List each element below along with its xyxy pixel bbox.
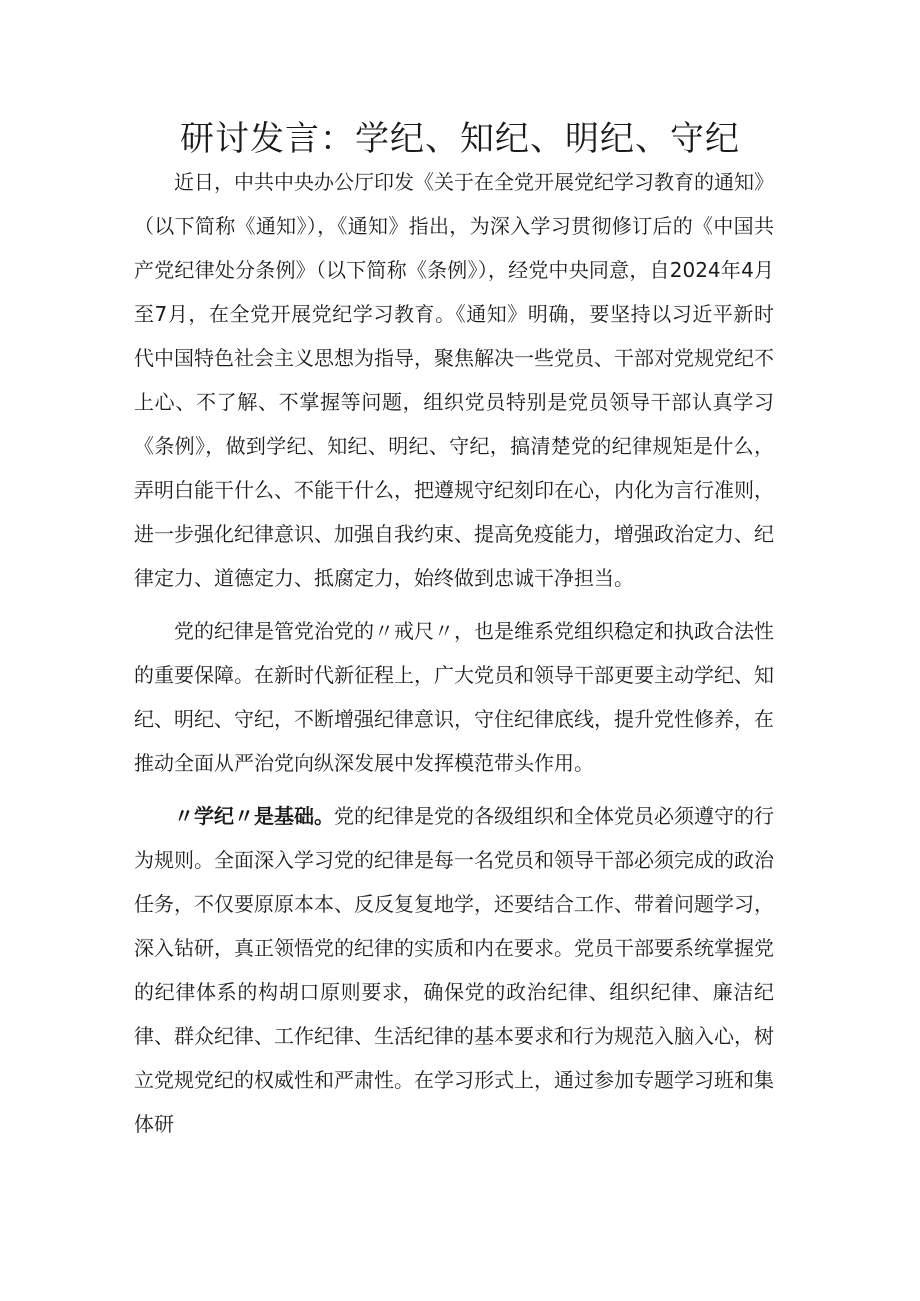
document-title: 研讨发言：学纪、知纪、明纪、守纪 — [180, 119, 740, 159]
paragraph-discipline-ruler — [134, 609, 774, 785]
paragraph-notice — [134, 160, 774, 600]
paragraph-text: 党的纪律是管党治党的〃戒尺〃，也是维系党组织稳定和执政合法性的重要保障。在新时代新征程上，广大党员和领导干部更要主动学纪、知纪、明纪、守纪，不断增强纪律意识，守住纪律底线，提升党性修养，在推动全面从严治党向纵深发展中发挥模范带头作用。 — [134, 619, 774, 775]
paragraph-text: 党的纪律是党的各级组织和全体党员必须遵守的行为规则。全面深入学习党的纪律是每一名党员和领导干部必须完成的政治任务，不仅要原原本本、反反复复地学，还要结合工作、带着问题学习，深入钻研，真正领悟党的纪律的实质和内在要求。党员干部要系统掌握党的纪律体系的构胡口原则要求，确保党的政治纪律、组织纪律、廉洁纪律、群众纪律、工作纪律、生活纪律的基本要求和行为规范入脑入心，树立党规党纪的权威性和严肃性。在学习形式上，通过参加专题学习班和集体研 — [134, 804, 774, 1136]
paragraph-lead-heading: 〃学纪〃是基础。 — [174, 804, 334, 828]
document-body — [134, 160, 774, 1146]
paragraph-text: 近日，中共中央办公厅印发《关于在全党开展党纪学习教育的通知》（以下简称《通知》），《通知》指出，为深入学习贯彻修订后的《中国共产党纪律处分条例》（以下简称《条例》），经党中央同意，自2024年4月至7月，在全党开展党纪学习教育。《通知》明确，要坚持以习近平新时代中国特色社会主义思想为指导，聚焦解决一些党员、干部对党规党纪不上心、不了解、不掌握等问题，组织党员特别是党员领导干部认真学习《条例》，做到学纪、知纪、明纪、守纪，搞清楚党的纪律规矩是什么，弄明白能干什么、不能干什么，把遵规守纪刻印在心，内化为言行准则，进一步强化纪律意识、加强自我约束、提高免疫能力，增强政治定力、纪律定力、道德定力、抵腐定力，始终做到忠诚干净担当。 — [134, 170, 774, 590]
paragraph-learn-discipline — [134, 794, 774, 1146]
